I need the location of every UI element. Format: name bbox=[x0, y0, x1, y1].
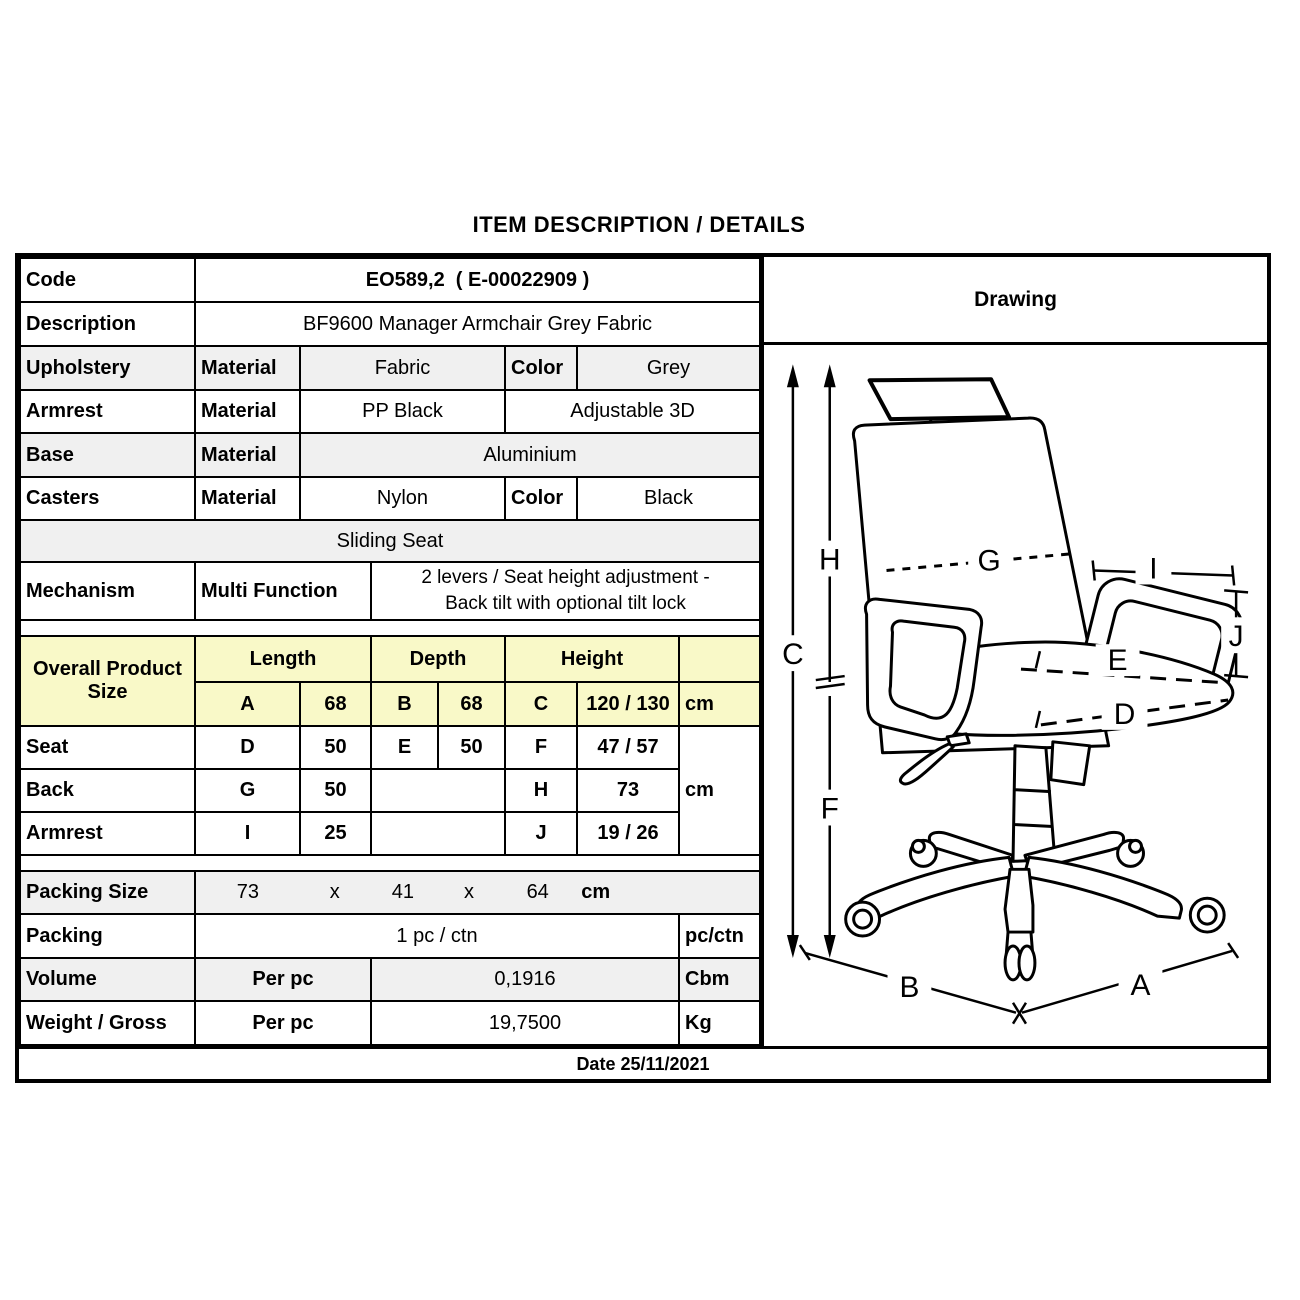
weight-label: Weight / Gross bbox=[20, 1001, 195, 1045]
code-value: EO589,2 ( E-00022909 ) bbox=[195, 258, 760, 302]
description-label: Description bbox=[20, 302, 195, 346]
casters-color-value: Black bbox=[577, 477, 760, 520]
back-h-key: H bbox=[505, 769, 577, 812]
seat-f-value: 47 / 57 bbox=[577, 726, 679, 769]
dim-line-a bbox=[1013, 943, 1238, 1024]
volume-per: Per pc bbox=[195, 958, 371, 1001]
back-size-row bbox=[20, 769, 760, 812]
armrest-label: Armrest bbox=[20, 390, 195, 433]
armrest-material-value: PP Black bbox=[300, 390, 505, 433]
back-h-value: 73 bbox=[577, 769, 679, 812]
volume-value: 0,1916 bbox=[371, 958, 679, 1001]
spacer-row-2 bbox=[20, 855, 760, 871]
upholstery-label: Upholstery bbox=[20, 346, 195, 390]
dim-label-c: C bbox=[782, 638, 804, 672]
casters-color-label: Color bbox=[505, 477, 577, 520]
description-row bbox=[20, 302, 760, 346]
base-label: Base bbox=[20, 433, 195, 477]
armrest-size-row bbox=[20, 812, 760, 855]
overall-a-value: 68 bbox=[300, 682, 371, 726]
packing-unit: pc/ctn bbox=[679, 914, 760, 958]
armrest-j-key: J bbox=[505, 812, 577, 855]
overall-c-key: C bbox=[505, 682, 577, 726]
chair-drawing bbox=[764, 345, 1267, 1046]
upholstery-material-value: Fabric bbox=[300, 346, 505, 390]
code-row bbox=[20, 258, 760, 302]
overall-a-key: A bbox=[195, 682, 300, 726]
drawing-header: Drawing bbox=[764, 257, 1267, 345]
seat-e-key: E bbox=[371, 726, 438, 769]
drawing-body bbox=[764, 345, 1267, 1046]
dim-line-b bbox=[800, 945, 1016, 1013]
mechanism-row bbox=[20, 562, 760, 620]
date-value: Date 25/11/2021 bbox=[576, 1053, 710, 1074]
armrest-size-label: Armrest bbox=[20, 812, 195, 855]
dim-label-g: G bbox=[977, 544, 1001, 578]
back-g-value: 50 bbox=[300, 769, 371, 812]
code-label: Code bbox=[20, 258, 195, 302]
dim-line-c bbox=[777, 364, 809, 958]
dim-label-h: H bbox=[818, 543, 841, 577]
armrest-i-key: I bbox=[195, 812, 300, 855]
packing-size-unit: cm bbox=[581, 881, 611, 903]
spacer-cell bbox=[20, 620, 760, 636]
left-armrest-shape bbox=[865, 599, 981, 740]
armrest-depth-empty bbox=[371, 812, 505, 855]
packing-size-row bbox=[20, 871, 760, 914]
packing-size-v2: 41 bbox=[391, 881, 414, 903]
upholstery-color-value: Grey bbox=[577, 346, 760, 390]
base-row bbox=[20, 433, 760, 477]
weight-value: 19,7500 bbox=[371, 1001, 679, 1045]
dim-label-f: F bbox=[820, 792, 839, 826]
mechanism-description bbox=[371, 562, 760, 620]
casters-row bbox=[20, 477, 760, 520]
armrest-i-value: 25 bbox=[300, 812, 371, 855]
upholstery-row bbox=[20, 346, 760, 390]
mechanism-description-line2: Back tilt with optional tilt lock bbox=[445, 593, 686, 614]
packing-label: Packing bbox=[20, 914, 195, 958]
dim-label-i: I bbox=[1149, 552, 1158, 586]
packing-row bbox=[20, 914, 760, 958]
dim-label-a: A bbox=[1130, 968, 1151, 1002]
weight-unit: Kg bbox=[679, 1001, 760, 1045]
upholstery-material-label: Material bbox=[195, 346, 300, 390]
seat-d-key: D bbox=[195, 726, 300, 769]
spec-table bbox=[19, 257, 761, 1046]
seat-size-row bbox=[20, 726, 760, 769]
base-material-value: Aluminium bbox=[300, 433, 760, 477]
sliding-seat-value: Sliding Seat bbox=[20, 520, 760, 562]
packing-size-v3: 64 bbox=[526, 881, 549, 903]
size-header-row bbox=[20, 636, 760, 682]
packing-size-sep2: x bbox=[464, 881, 475, 903]
weight-per: Per pc bbox=[195, 1001, 371, 1045]
seat-d-value: 50 bbox=[300, 726, 371, 769]
description-value: BF9600 Manager Armchair Grey Fabric bbox=[195, 302, 760, 346]
packing-size-value bbox=[195, 871, 760, 914]
spec-sheet bbox=[15, 253, 1271, 1083]
back-g-key: G bbox=[195, 769, 300, 812]
sheet-main bbox=[19, 257, 1267, 1046]
mechanism-label: Mechanism bbox=[20, 562, 195, 620]
dim-line-h bbox=[814, 364, 846, 688]
packing-size-sep1: x bbox=[329, 881, 340, 903]
volume-label: Volume bbox=[20, 958, 195, 1001]
upholstery-color-label: Color bbox=[505, 346, 577, 390]
back-depth-empty bbox=[371, 769, 505, 812]
size-label: Overall Product Size bbox=[20, 636, 195, 726]
page-title: ITEM DESCRIPTION / DETAILS bbox=[472, 212, 806, 237]
base-material-label: Material bbox=[195, 433, 300, 477]
seat-e-value: 50 bbox=[438, 726, 505, 769]
seat-f-key: F bbox=[505, 726, 577, 769]
volume-unit: Cbm bbox=[679, 958, 760, 1001]
dim-line-f bbox=[814, 696, 846, 958]
armrest-j-value: 19 / 26 bbox=[577, 812, 679, 855]
casters-label: Casters bbox=[20, 477, 195, 520]
mechanism-description-line1: 2 levers / Seat height adjustment - bbox=[421, 567, 710, 588]
overall-b-value: 68 bbox=[438, 682, 505, 726]
armrest-feature: Adjustable 3D bbox=[505, 390, 760, 433]
back-label: Back bbox=[20, 769, 195, 812]
size-depth-header: Depth bbox=[371, 636, 505, 682]
dim-label-d: D bbox=[1113, 697, 1136, 731]
volume-row bbox=[20, 958, 760, 1001]
armrest-material-label: Material bbox=[195, 390, 300, 433]
size-height-header: Height bbox=[505, 636, 679, 682]
date-row bbox=[19, 1046, 1267, 1079]
size-rows-unit: cm bbox=[679, 726, 760, 855]
size-length-header: Length bbox=[195, 636, 371, 682]
size-header-empty bbox=[679, 636, 760, 682]
packing-size-label: Packing Size bbox=[20, 871, 195, 914]
dim-label-e: E bbox=[1107, 644, 1128, 678]
dim-label-j: J bbox=[1228, 620, 1244, 654]
drawing-column bbox=[761, 257, 1267, 1046]
spacer-cell bbox=[20, 855, 760, 871]
packing-value: 1 pc / ctn bbox=[195, 914, 679, 958]
casters-material-value: Nylon bbox=[300, 477, 505, 520]
overall-unit: cm bbox=[679, 682, 760, 726]
dim-label-b: B bbox=[899, 970, 920, 1004]
weight-row bbox=[20, 1001, 760, 1045]
packing-size-v1: 73 bbox=[236, 881, 259, 903]
overall-c-value: 120 / 130 bbox=[577, 682, 679, 726]
overall-b-key: B bbox=[371, 682, 438, 726]
sliding-seat-row bbox=[20, 520, 760, 562]
mechanism-type: Multi Function bbox=[195, 562, 371, 620]
casters-material-label: Material bbox=[195, 477, 300, 520]
seat-label: Seat bbox=[20, 726, 195, 769]
armrest-row bbox=[20, 390, 760, 433]
spacer-row-1 bbox=[20, 620, 760, 636]
